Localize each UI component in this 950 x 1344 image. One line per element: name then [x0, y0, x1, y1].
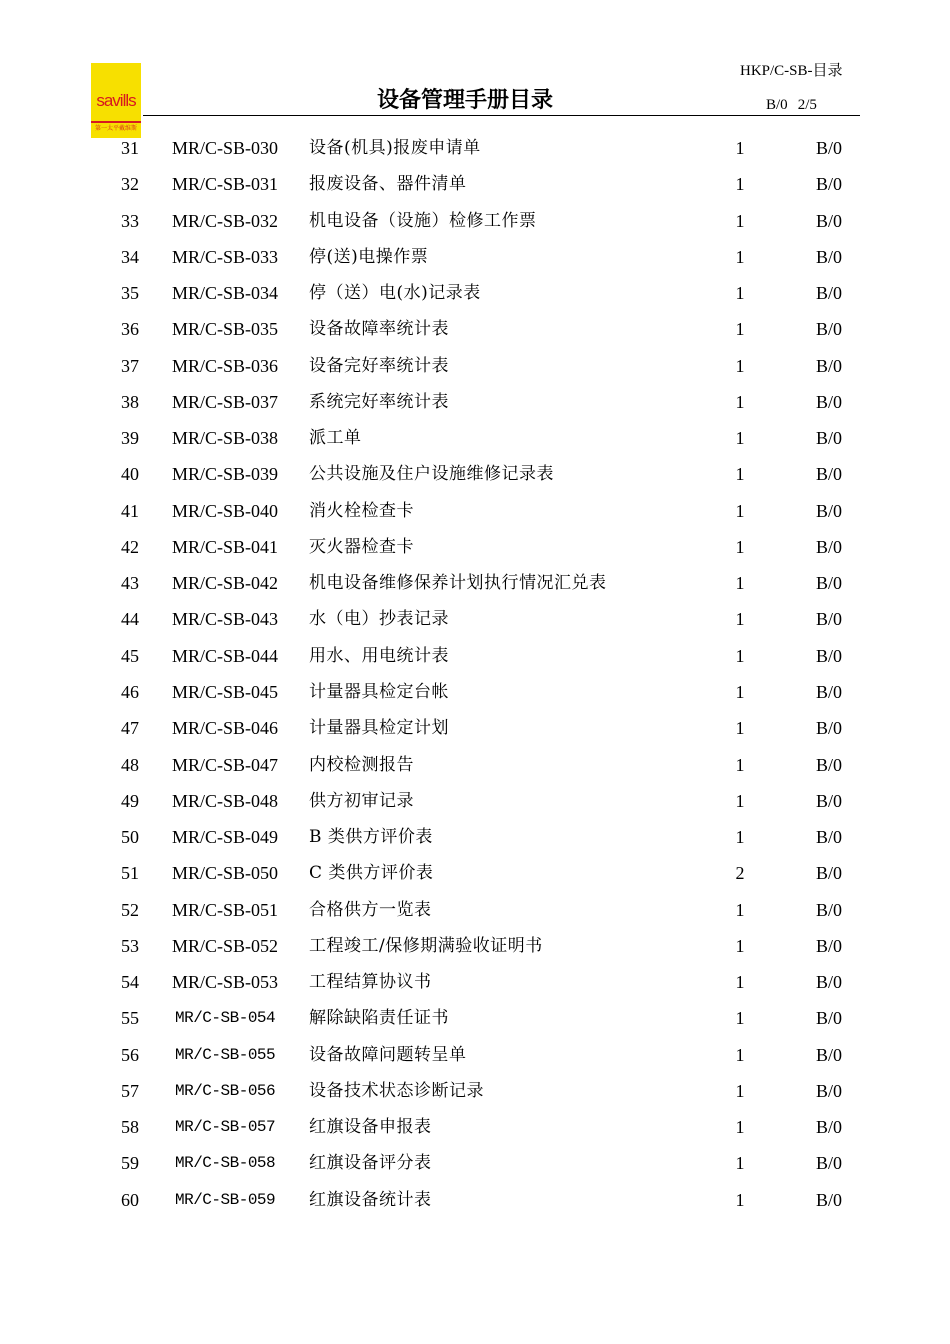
table-row	[0, 1145, 950, 1181]
form-version: B/0	[816, 1008, 843, 1029]
form-code: MR/C-SB-033	[172, 246, 279, 267]
table-row	[0, 964, 950, 1000]
form-name: 水（电）抄表记录	[309, 609, 449, 630]
page-title: 设备管理手册目录	[376, 88, 553, 113]
form-code: MR/C-SB-042	[172, 573, 279, 594]
form-code: MR/C-SB-038	[172, 428, 279, 449]
page-count: 1	[735, 972, 745, 993]
form-version: B/0	[816, 1044, 843, 1065]
form-version: B/0	[816, 536, 843, 557]
table-row	[0, 855, 950, 891]
form-version: B/0	[816, 1189, 843, 1210]
form-version: B/0	[816, 1080, 843, 1101]
page-count: 1	[735, 355, 745, 376]
form-code: MR/C-SB-054	[175, 1009, 276, 1028]
table-row	[0, 819, 950, 855]
page-count: 1	[735, 790, 745, 811]
page-number: 2/5	[797, 97, 817, 113]
form-code: MR/C-SB-050	[172, 863, 279, 884]
form-version: B/0	[816, 573, 843, 594]
row-number: 55	[121, 1008, 139, 1029]
form-version: B/0	[816, 1117, 843, 1138]
form-version: B/0	[816, 283, 843, 304]
row-number: 37	[121, 355, 139, 376]
form-code: MR/C-SB-056	[175, 1081, 276, 1100]
form-code: MR/C-SB-052	[172, 935, 279, 956]
form-name: 机电设备维修保养计划执行情况汇兑表	[309, 573, 607, 594]
form-name: 系统完好率统计表	[309, 391, 449, 412]
form-name: 工程结算协议书	[309, 972, 432, 993]
form-version: B/0	[816, 1153, 843, 1174]
form-name: 合格供方一览表	[309, 899, 432, 920]
table-row	[0, 601, 950, 637]
form-version: B/0	[816, 754, 843, 775]
form-name: 停(送)电操作票	[309, 246, 429, 267]
form-name: B 类供方评价表	[309, 827, 433, 848]
page-count: 1	[735, 827, 745, 848]
table-row	[0, 747, 950, 783]
row-number: 34	[121, 246, 139, 267]
form-name: 解除缺陷责任证书	[309, 1008, 449, 1029]
form-version: B/0	[816, 428, 843, 449]
form-version: B/0	[816, 863, 843, 884]
form-version: B/0	[816, 138, 843, 158]
row-number: 35	[121, 283, 139, 304]
table-row	[0, 311, 950, 347]
page-count: 1	[735, 1008, 745, 1029]
form-version: B/0	[816, 464, 843, 485]
page-count: 1	[735, 1153, 745, 1174]
row-number: 45	[121, 645, 139, 666]
form-code: MR/C-SB-048	[172, 790, 279, 811]
form-name: 红旗设备统计表	[309, 1189, 432, 1210]
form-name: 设备故障率统计表	[309, 319, 449, 340]
form-version: B/0	[816, 645, 843, 666]
logo-divider	[91, 121, 141, 123]
page-count: 1	[735, 1044, 745, 1065]
form-version: B/0	[816, 210, 843, 231]
form-version: B/0	[816, 246, 843, 267]
form-code: MR/C-SB-043	[172, 609, 279, 630]
form-version: B/0	[816, 319, 843, 340]
page-count: 1	[735, 645, 745, 666]
form-name: 供方初审记录	[309, 790, 414, 811]
row-number: 46	[121, 681, 139, 702]
page-count: 1	[735, 681, 745, 702]
page-count: 1	[735, 609, 745, 630]
form-name: 工程竣工/保修期满验收证明书	[309, 935, 543, 956]
table-row	[0, 565, 950, 601]
form-name: 报废设备、器件清单	[309, 174, 467, 195]
table-row	[0, 1182, 950, 1218]
form-version: B/0	[816, 355, 843, 376]
table-row	[0, 1109, 950, 1145]
form-name: 计量器具检定台帐	[309, 681, 449, 702]
page-count: 1	[735, 536, 745, 557]
page-count: 1	[735, 935, 745, 956]
form-code: MR/C-SB-047	[172, 754, 279, 775]
form-name: 计量器具检定计划	[309, 718, 449, 739]
table-row	[0, 203, 950, 239]
form-version: B/0	[816, 718, 843, 739]
table-row	[0, 420, 950, 456]
form-code: MR/C-SB-030	[172, 138, 279, 158]
form-name: 灭火器检查卡	[309, 536, 414, 557]
row-number: 36	[121, 319, 139, 340]
page-count: 2	[735, 863, 745, 884]
form-code: MR/C-SB-032	[172, 210, 279, 231]
form-code: MR/C-SB-049	[172, 827, 279, 848]
page-count: 1	[735, 1080, 745, 1101]
page-count: 1	[735, 464, 745, 485]
page-count: 1	[735, 391, 745, 412]
page-count: 1	[735, 899, 745, 920]
page-count: 1	[735, 138, 745, 158]
row-number: 59	[121, 1153, 139, 1174]
form-version: B/0	[816, 899, 843, 920]
page-count: 1	[735, 319, 745, 340]
form-name: 红旗设备评分表	[309, 1153, 432, 1174]
page-count: 1	[735, 1189, 745, 1210]
form-code: MR/C-SB-035	[172, 319, 279, 340]
row-number: 50	[121, 827, 139, 848]
table-row	[0, 456, 950, 492]
form-name: 消火栓检查卡	[309, 500, 414, 521]
form-version: B/0	[816, 174, 843, 195]
row-number: 31	[121, 138, 139, 158]
form-code: MR/C-SB-039	[172, 464, 279, 485]
form-code: MR/C-SB-041	[172, 536, 279, 557]
table-row	[0, 638, 950, 674]
form-code: MR/C-SB-046	[172, 718, 279, 739]
form-name: 机电设备（设施）检修工作票	[309, 210, 537, 231]
row-number: 39	[121, 428, 139, 449]
row-number: 32	[121, 174, 139, 195]
row-number: 54	[121, 972, 139, 993]
table-row	[0, 348, 950, 384]
row-number: 53	[121, 935, 139, 956]
row-number: 60	[121, 1189, 139, 1210]
form-name: 设备故障问题转呈单	[309, 1044, 467, 1065]
form-name: 设备技术状态诊断记录	[309, 1080, 484, 1101]
logo-wordmark: savills	[96, 91, 136, 110]
form-code: MR/C-SB-057	[175, 1118, 276, 1137]
page-count: 1	[735, 210, 745, 231]
form-code: MR/C-SB-040	[172, 500, 279, 521]
page-count: 1	[735, 283, 745, 304]
savills-logo	[91, 63, 141, 138]
form-name: 设备(机具)报废申请单	[309, 138, 481, 158]
page-count: 1	[735, 500, 745, 521]
row-number: 47	[121, 718, 139, 739]
table-row	[0, 275, 950, 311]
form-code: MR/C-SB-036	[172, 355, 279, 376]
form-name: 公共设施及住户设施维修记录表	[309, 464, 554, 485]
page-count: 1	[735, 1117, 745, 1138]
row-number: 52	[121, 899, 139, 920]
form-name: 停（送）电(水)记录表	[309, 283, 481, 304]
row-number: 40	[121, 464, 139, 485]
table-row	[0, 674, 950, 710]
table-row	[0, 239, 950, 275]
form-version: B/0	[816, 391, 843, 412]
form-code: MR/C-SB-031	[172, 174, 279, 195]
form-code: MR/C-SB-051	[172, 899, 279, 920]
form-version: B/0	[816, 790, 843, 811]
version-and-page	[766, 96, 866, 114]
form-name: 内校检测报告	[309, 754, 414, 775]
row-number: 56	[121, 1044, 139, 1065]
table-row	[0, 130, 950, 166]
form-code: MR/C-SB-045	[172, 681, 279, 702]
form-name: 红旗设备申报表	[309, 1117, 432, 1138]
row-number: 51	[121, 863, 139, 884]
table-row	[0, 1000, 950, 1036]
row-number: 42	[121, 536, 139, 557]
logo-subtext: 第一太平戴维斯	[94, 125, 137, 132]
form-version: B/0	[816, 609, 843, 630]
row-number: 57	[121, 1080, 139, 1101]
page-count: 1	[735, 246, 745, 267]
page-count: 1	[735, 573, 745, 594]
row-number: 58	[121, 1117, 139, 1138]
table-row	[0, 783, 950, 819]
form-code: MR/C-SB-053	[172, 972, 279, 993]
form-name: 派工单	[309, 428, 362, 449]
form-version: B/0	[816, 972, 843, 993]
form-code: MR/C-SB-058	[175, 1154, 276, 1173]
form-name: 用水、用电统计表	[309, 645, 449, 666]
form-code: MR/C-SB-059	[175, 1190, 276, 1209]
page-count: 1	[735, 428, 745, 449]
page-count: 1	[735, 718, 745, 739]
row-number: 33	[121, 210, 139, 231]
table-row	[0, 710, 950, 746]
table-row	[0, 529, 950, 565]
header-rule	[143, 115, 860, 116]
version-label: B/0	[766, 97, 788, 113]
table-row	[0, 1037, 950, 1073]
form-code: MR/C-SB-044	[172, 645, 279, 666]
form-code: MR/C-SB-034	[172, 283, 279, 304]
table-row	[0, 1073, 950, 1109]
form-name: 设备完好率统计表	[309, 355, 449, 376]
form-version: B/0	[816, 500, 843, 521]
table-row	[0, 493, 950, 529]
form-version: B/0	[816, 827, 843, 848]
table-row	[0, 384, 950, 420]
row-number: 44	[121, 609, 139, 630]
form-name: C 类供方评价表	[309, 863, 434, 884]
page-count: 1	[735, 174, 745, 195]
table-row	[0, 166, 950, 202]
form-code: MR/C-SB-037	[172, 391, 279, 412]
row-number: 49	[121, 790, 139, 811]
table-row	[0, 928, 950, 964]
document-code: HKP/C-SB-目录	[740, 63, 843, 79]
catalog-table	[0, 130, 950, 1218]
row-number: 48	[121, 754, 139, 775]
row-number: 41	[121, 500, 139, 521]
table-row	[0, 892, 950, 928]
row-number: 43	[121, 573, 139, 594]
form-version: B/0	[816, 935, 843, 956]
row-number: 38	[121, 391, 139, 412]
form-code: MR/C-SB-055	[175, 1045, 276, 1064]
form-version: B/0	[816, 681, 843, 702]
page-count: 1	[735, 754, 745, 775]
